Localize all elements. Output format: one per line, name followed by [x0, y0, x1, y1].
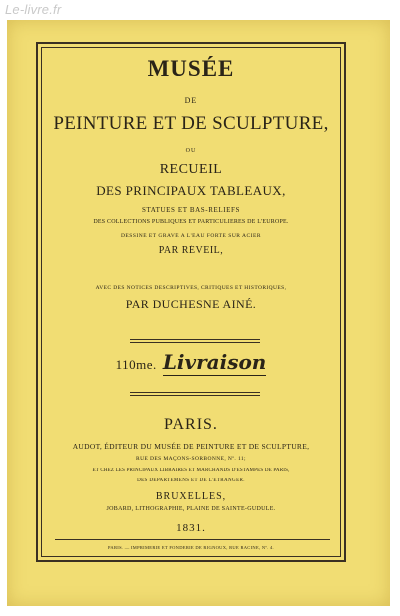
cover-statues: STATUES ET BAS-RELIEFS: [141, 206, 241, 214]
divider-rule: [130, 392, 260, 393]
divider-rule: [130, 342, 260, 343]
livraison-handwritten: Livraison: [162, 350, 267, 374]
cover-address: RUE DES MAÇONS-SORBONNE, Nº. 11;: [136, 456, 246, 462]
watermark: Le-livre.fr: [5, 2, 62, 17]
cover-recueil: RECUEIL: [159, 162, 223, 177]
cover-city-paris: PARIS.: [164, 416, 218, 433]
cover-lithographer: JOBARD, LITHOGRAPHIE, PLAINE DE SAINTE-GUDULE.: [106, 506, 276, 512]
cover-collections: DES COLLECTIONS PUBLIQUES ET PARTICULIÈRES DE L'EUROPE.: [93, 219, 289, 225]
cover-notices: AVEC DES NOTICES DESCRIPTIVES, CRITIQUES ET HISTORIQUES,: [95, 285, 287, 291]
cover-printer-line: PARIS. — IMPRIMERIE ET FONDERIE DE RIGNOUX, RUE RACINE, Nº. 4.: [108, 545, 274, 550]
livraison-block: [41, 350, 341, 384]
cover-departements: DES DÉPARTEMENS ET DE L'ÉTRANGER.: [137, 478, 245, 483]
cover-de: DE: [184, 96, 198, 105]
cover-principaux-tableaux: DES PRINCIPAUX TABLEAUX,: [96, 183, 286, 198]
cover-publisher: AUDOT, ÉDITEUR DU MUSÉE DE PEINTURE ET DE SCULPTURE,: [72, 442, 310, 451]
cover-city-bruxelles: BRUXELLES,: [155, 491, 227, 502]
divider-rule: [55, 539, 330, 540]
cover-ou: OU: [185, 148, 197, 154]
livraison-number: 110me.: [115, 357, 157, 372]
cover-engraving-note: DESSINÉ ET GRAVÉ A L'EAU FORTE SUR ACIER: [120, 233, 262, 239]
divider-rule: [130, 395, 260, 396]
cover-author: PAR DUCHESNE AINÉ.: [125, 297, 257, 311]
cover-engraver: PAR RÉVEIL,: [158, 245, 224, 256]
divider-rule: [130, 339, 260, 340]
cover-year: 1831.: [176, 522, 206, 534]
cover-subtitle: PEINTURE ET DE SCULPTURE,: [53, 113, 329, 134]
cover-booksellers: ET CHEZ LES PRINCIPAUX LIBRAIRES ET MARCHANDS D'ESTAMPES DE PARIS,: [92, 468, 290, 473]
cover-title: MUSÉE: [147, 56, 235, 81]
